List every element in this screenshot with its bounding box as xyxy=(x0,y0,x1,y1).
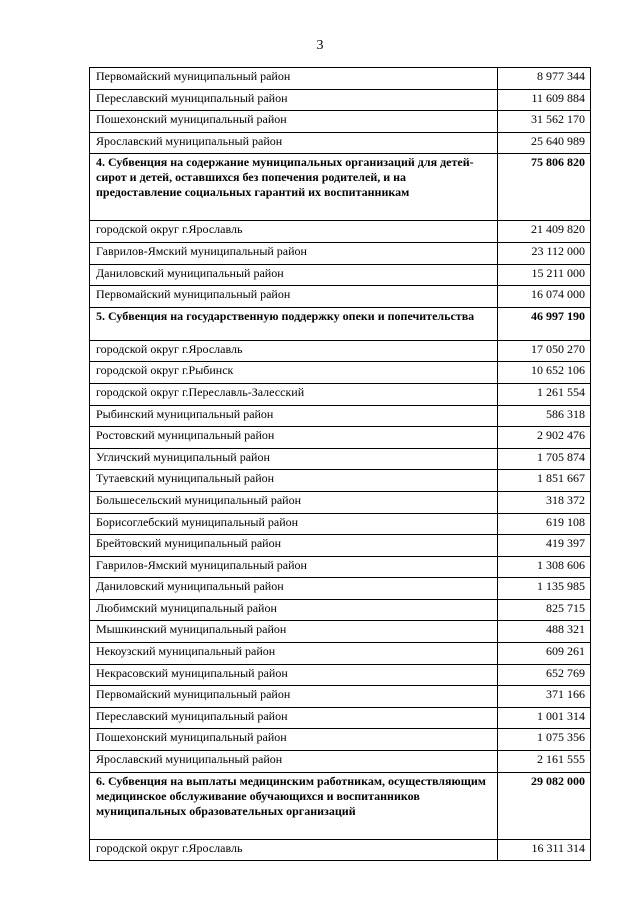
table-row xyxy=(90,242,591,264)
recipient-name: Ростовский муниципальный район xyxy=(90,427,498,449)
amount-value: 15 211 000 xyxy=(498,264,591,286)
amount-value: 25 640 989 xyxy=(498,132,591,154)
amount-value: 825 715 xyxy=(498,599,591,621)
table-row xyxy=(90,132,591,154)
table-row xyxy=(90,664,591,686)
amount-value: 371 166 xyxy=(498,686,591,708)
table-row xyxy=(90,470,591,492)
table-row xyxy=(90,286,591,308)
recipient-name: Большесельский муниципальный район xyxy=(90,491,498,513)
table-row xyxy=(90,68,591,90)
table-row xyxy=(90,491,591,513)
amount-value: 1 135 985 xyxy=(498,578,591,600)
amount-value: 1 075 356 xyxy=(498,729,591,751)
amount-value: 488 321 xyxy=(498,621,591,643)
amount-value: 1 001 314 xyxy=(498,707,591,729)
recipient-name: Переславский муниципальный район xyxy=(90,89,498,111)
page-number: 3 xyxy=(316,38,324,53)
amount-value: 11 609 884 xyxy=(498,89,591,111)
recipient-name: Мышкинский муниципальный район xyxy=(90,621,498,643)
recipient-name: Некоузский муниципальный район xyxy=(90,643,498,665)
amount-value: 23 112 000 xyxy=(498,242,591,264)
table-row xyxy=(90,383,591,405)
table-row xyxy=(90,535,591,557)
subvention-table xyxy=(89,67,591,861)
table-row xyxy=(90,578,591,600)
recipient-name: Брейтовский муниципальный район xyxy=(90,535,498,557)
recipient-name: городской округ г.Ярославль xyxy=(90,340,498,362)
recipient-name: Угличский муниципальный район xyxy=(90,448,498,470)
recipient-name: Даниловский муниципальный район xyxy=(90,264,498,286)
recipient-name: Первомайский муниципальный район xyxy=(90,286,498,308)
table-row xyxy=(90,89,591,111)
amount-value: 609 261 xyxy=(498,643,591,665)
table-row xyxy=(90,686,591,708)
amount-value: 16 311 314 xyxy=(498,839,591,861)
section-total: 29 082 000 xyxy=(498,772,591,839)
recipient-name: городской округ г.Ярославль xyxy=(90,839,498,861)
section-total: 46 997 190 xyxy=(498,307,591,340)
recipient-name: Гаврилов-Ямский муниципальный район xyxy=(90,556,498,578)
amount-value: 8 977 344 xyxy=(498,68,591,90)
amount-value: 1 851 667 xyxy=(498,470,591,492)
section-row xyxy=(90,772,591,839)
recipient-name: Переславский муниципальный район xyxy=(90,707,498,729)
table-row xyxy=(90,427,591,449)
recipient-name: Первомайский муниципальный район xyxy=(90,68,498,90)
table-row xyxy=(90,362,591,384)
recipient-name: городской округ г.Рыбинск xyxy=(90,362,498,384)
table-body xyxy=(90,68,591,861)
recipient-name: Некрасовский муниципальный район xyxy=(90,664,498,686)
recipient-name: Первомайский муниципальный район xyxy=(90,686,498,708)
table-row xyxy=(90,621,591,643)
amount-value: 619 108 xyxy=(498,513,591,535)
amount-value: 31 562 170 xyxy=(498,111,591,133)
recipient-name: Борисоглебский муниципальный район xyxy=(90,513,498,535)
section-row xyxy=(90,307,591,340)
recipient-name: Гаврилов-Ямский муниципальный район xyxy=(90,242,498,264)
amount-value: 318 372 xyxy=(498,491,591,513)
amount-value: 2 902 476 xyxy=(498,427,591,449)
recipient-name: Пошехонский муниципальный район xyxy=(90,111,498,133)
recipient-name: Рыбинский муниципальный район xyxy=(90,405,498,427)
recipient-name: Ярославский муниципальный район xyxy=(90,132,498,154)
table-row xyxy=(90,839,591,861)
table-row xyxy=(90,751,591,773)
recipient-name: городской округ г.Ярославль xyxy=(90,221,498,243)
section-title: 6. Субвенция на выплаты медицинским работникам, осуществляющим медицинское обслуживание обучающихся и воспитанников муниципальных образовательных организаций xyxy=(90,772,498,839)
amount-value: 16 074 000 xyxy=(498,286,591,308)
recipient-name: Любимский муниципальный район xyxy=(90,599,498,621)
amount-value: 586 318 xyxy=(498,405,591,427)
table-row xyxy=(90,111,591,133)
recipient-name: Пошехонский муниципальный район xyxy=(90,729,498,751)
amount-value: 10 652 106 xyxy=(498,362,591,384)
section-total: 75 806 820 xyxy=(498,154,591,221)
table-row xyxy=(90,340,591,362)
table-row xyxy=(90,556,591,578)
table-row xyxy=(90,264,591,286)
table-row xyxy=(90,513,591,535)
amount-value: 652 769 xyxy=(498,664,591,686)
amount-value: 1 261 554 xyxy=(498,383,591,405)
amount-value: 21 409 820 xyxy=(498,221,591,243)
recipient-name: Ярославский муниципальный район xyxy=(90,751,498,773)
recipient-name: Тутаевский муниципальный район xyxy=(90,470,498,492)
recipient-name: Даниловский муниципальный район xyxy=(90,578,498,600)
table-row xyxy=(90,221,591,243)
table-row xyxy=(90,643,591,665)
amount-value: 419 397 xyxy=(498,535,591,557)
table-row xyxy=(90,729,591,751)
section-title: 4. Субвенция на содержание муниципальных организаций для детей-сирот и детей, оставшихся без попечения родителей, и на предоставление социальных гарантий их воспитанникам xyxy=(90,154,498,221)
table-row xyxy=(90,707,591,729)
table-row xyxy=(90,405,591,427)
section-row xyxy=(90,154,591,221)
amount-value: 1 705 874 xyxy=(498,448,591,470)
table-row xyxy=(90,448,591,470)
section-title: 5. Субвенция на государственную поддержку опеки и попечительства xyxy=(90,307,498,340)
recipient-name: городской округ г.Переславль-Залесский xyxy=(90,383,498,405)
amount-value: 17 050 270 xyxy=(498,340,591,362)
amount-value: 1 308 606 xyxy=(498,556,591,578)
amount-value: 2 161 555 xyxy=(498,751,591,773)
table-row xyxy=(90,599,591,621)
